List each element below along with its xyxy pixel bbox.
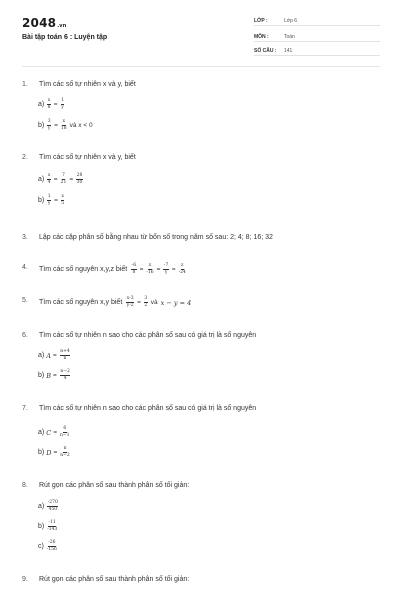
denominator: n−2 xyxy=(60,452,70,458)
numerator: 7 xyxy=(62,174,66,180)
meta-key: SỐ CÂU : xyxy=(254,48,277,54)
numerator: -11 xyxy=(48,521,56,527)
denominator: y xyxy=(164,269,168,275)
part-label: a) xyxy=(38,429,45,437)
question-text: Tìm các số tự nhiên n sao cho các phân số sau có giá trị là số nguyên xyxy=(39,405,257,412)
question-text: Lập các cặp phân số bằng nhau từ bốn số trong năm số sau: 2; 4; 8; 16; 32 xyxy=(39,234,273,241)
fraction xyxy=(179,264,186,275)
numerator: 1 xyxy=(61,99,65,105)
logo-text: 2048 xyxy=(22,16,57,30)
part-label: b) xyxy=(38,449,45,457)
denominator: 5 xyxy=(61,200,65,206)
variable: D xyxy=(46,448,52,457)
fraction xyxy=(47,541,57,552)
fraction xyxy=(60,350,71,361)
fraction xyxy=(131,264,136,275)
part-label: b) xyxy=(38,197,45,205)
denominator: n−1 xyxy=(60,432,70,438)
fraction xyxy=(47,521,57,532)
denominator: 18 xyxy=(60,125,67,131)
equals-sign: = xyxy=(53,449,58,457)
fraction xyxy=(76,174,83,185)
equals-sign: = xyxy=(53,372,57,380)
denominator: y xyxy=(47,200,51,206)
numerator: 6 xyxy=(63,427,67,433)
question-text: Rút gọn các phân số sau thành phân số tối giản: xyxy=(39,576,190,583)
denominator: 4 xyxy=(63,375,67,381)
fraction xyxy=(144,297,148,308)
question-text: Tìm các số tự nhiên x và y, biết xyxy=(39,154,136,161)
fraction xyxy=(126,297,134,308)
question-text-lead: Tìm các số nguyên x,y,z biết xyxy=(39,266,128,274)
equals-sign: = xyxy=(156,266,161,274)
question-8b xyxy=(38,521,58,532)
denominator: y-2 xyxy=(126,302,134,308)
variable: A xyxy=(46,351,51,360)
equals-sign: = xyxy=(53,429,58,437)
denominator: 8 xyxy=(132,269,136,275)
question-1b xyxy=(38,120,93,131)
equals-sign: = xyxy=(139,266,144,274)
variable: C xyxy=(46,428,52,437)
numerator: 1 xyxy=(47,195,51,201)
denominator: 8 xyxy=(47,104,51,110)
numerator: x xyxy=(62,120,66,126)
question-number: 2. xyxy=(22,154,28,161)
conjunction-text: và xyxy=(150,299,158,307)
equation: x − y = 4 xyxy=(160,298,192,307)
numerator: 3 xyxy=(144,297,148,303)
numerator: x xyxy=(47,99,51,105)
fraction xyxy=(47,501,58,512)
question-7a xyxy=(38,427,71,438)
part-label: a) xyxy=(38,352,45,360)
denominator: 450 xyxy=(48,506,58,512)
fraction xyxy=(163,264,168,275)
numerator: 3 xyxy=(47,120,51,126)
fraction xyxy=(61,120,67,131)
meta-value: 141 xyxy=(284,48,293,54)
header-divider xyxy=(22,66,380,67)
equals-sign: = xyxy=(171,266,176,274)
denominator: y xyxy=(61,104,64,110)
denominator: -143 xyxy=(47,526,58,532)
equals-sign: = xyxy=(53,101,58,109)
numerator: x xyxy=(61,195,65,201)
part-label: a) xyxy=(38,101,45,109)
numerator: n xyxy=(63,447,67,453)
question-number: 6. xyxy=(22,332,28,339)
question-7b xyxy=(38,447,71,458)
part-label: b) xyxy=(38,372,45,380)
denominator: -16 xyxy=(146,269,154,275)
equals-sign: = xyxy=(54,197,58,205)
fraction xyxy=(61,99,65,110)
question-text: Tìm các số tự nhiên n sao cho các phân số sau có giá trị là số nguyên xyxy=(39,332,257,339)
question-6b xyxy=(38,370,71,381)
question-number: 5. xyxy=(22,297,28,304)
question-8c xyxy=(38,541,58,552)
numerator: -7 xyxy=(163,264,168,270)
numerator: -26 xyxy=(48,541,56,547)
fraction xyxy=(60,427,70,438)
meta-question-count xyxy=(254,46,380,56)
numerator: n−2 xyxy=(60,370,71,376)
numerator: -6 xyxy=(131,264,136,270)
part-label: b) xyxy=(38,122,45,130)
question-2b xyxy=(38,195,65,206)
fraction xyxy=(47,120,51,131)
question-text xyxy=(39,264,187,275)
logo-suffix: .vn xyxy=(57,23,67,29)
denominator: -24 xyxy=(178,269,186,275)
equals-sign: = xyxy=(52,352,57,360)
question-number: 3. xyxy=(22,234,28,241)
equals-sign: = xyxy=(69,176,74,184)
fraction xyxy=(47,99,51,110)
question-text xyxy=(39,297,191,308)
question-number: 4. xyxy=(22,264,28,271)
equals-sign: = xyxy=(53,176,58,184)
numerator: x-3 xyxy=(126,297,134,303)
equals-sign: = xyxy=(137,299,141,307)
fraction xyxy=(60,447,70,458)
question-number: 1. xyxy=(22,81,28,88)
part-label: c) xyxy=(38,543,44,551)
part-label: a) xyxy=(38,176,45,184)
denominator: -156 xyxy=(46,546,57,552)
meta-key: MÔN : xyxy=(254,34,269,40)
page-header xyxy=(0,0,400,64)
numerator: 28 xyxy=(76,174,83,180)
numerator: z xyxy=(181,264,184,270)
meta-grade xyxy=(254,16,380,26)
question-number: 7. xyxy=(22,405,28,412)
question-number: 8. xyxy=(22,482,28,489)
variable: B xyxy=(46,371,52,380)
equals-sign: = xyxy=(54,122,58,130)
numerator: x xyxy=(148,264,152,270)
question-6a xyxy=(38,350,71,361)
fraction xyxy=(146,264,153,275)
denominator: 4 xyxy=(47,179,51,185)
meta-value: Lớp 6 xyxy=(284,18,298,24)
fraction xyxy=(47,195,51,206)
question-8a xyxy=(38,501,59,512)
question-text: Rút gọn các phân số sau thành phân số tối giản: xyxy=(39,482,190,489)
question-number: 9. xyxy=(22,576,28,583)
fraction xyxy=(60,370,71,381)
fraction xyxy=(47,174,51,185)
condition-text: và x < 0 xyxy=(69,122,93,130)
numerator: n+4 xyxy=(60,350,71,356)
denominator: 21 xyxy=(60,179,67,185)
site-logo[interactable] xyxy=(22,16,67,30)
part-label: b) xyxy=(38,523,45,531)
fraction xyxy=(61,195,65,206)
fraction xyxy=(61,174,67,185)
numerator: -270 xyxy=(47,501,58,507)
page-title: Bài tập toán 6 : Luyện tập xyxy=(22,34,108,41)
meta-subject xyxy=(254,32,380,42)
denominator: n xyxy=(63,355,67,361)
meta-value: Toán xyxy=(284,34,295,40)
denominator: y xyxy=(47,125,51,131)
question-text-lead: Tìm các số nguyên x,y biết xyxy=(39,299,123,307)
question-text: Tìm các số tự nhiên x và y, biết xyxy=(39,81,136,88)
question-1a xyxy=(38,99,65,110)
part-label: a) xyxy=(38,503,45,511)
question-2a xyxy=(38,174,84,185)
denominator: 2 xyxy=(144,302,148,308)
numerator: x xyxy=(47,174,51,180)
meta-key: LỚP : xyxy=(254,18,268,24)
denominator: 30 xyxy=(76,179,83,185)
